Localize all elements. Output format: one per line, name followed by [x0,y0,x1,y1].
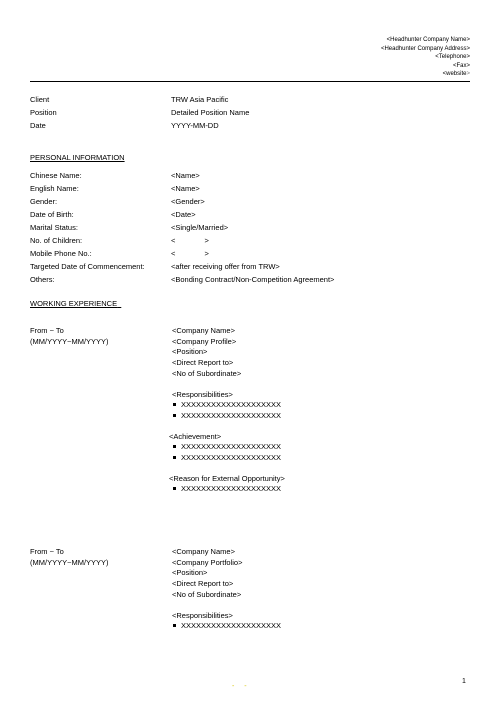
position-value: Detailed Position Name [171,108,250,117]
company-profile: <Company Profile> [172,336,237,346]
responsibility-text: XXXXXXXXXXXXXXXXXXXX [181,410,282,420]
subordinate-count: <No of Subordinate> [172,589,242,599]
reason-text: XXXXXXXXXXXXXXXXXXXX [181,484,282,494]
personal-value: <Bonding Contract/Non-Competition Agreement> [171,275,335,284]
from-to-label: From ~ To [30,547,64,556]
headhunter-company-name: <Headhunter Company Name> [386,37,470,43]
personal-value: < > [171,249,209,258]
headhunter-header [381,36,470,79]
personal-label: Date of Birth: [30,210,74,219]
job-position: <Position> [172,568,208,578]
personal-value: <Name> [171,171,200,180]
bullet-square-icon [173,624,176,627]
achievement-text: XXXXXXXXXXXXXXXXXXXX [181,453,282,463]
subordinate-count: <No of Subordinate> [172,368,242,378]
headhunter-website-bracket: > [466,71,470,77]
personal-value: <Date> [171,210,196,219]
bullet-square-icon [173,414,176,417]
responsibility-item [172,400,285,411]
achievement-item [172,453,285,464]
achievement-text: XXXXXXXXXXXXXXXXXXXX [181,442,282,452]
responsibilities-label: <Responsibilities> [172,610,233,620]
responsibility-item [172,621,281,632]
spacer [172,601,281,611]
date-label: Date [30,121,46,130]
header-divider [30,81,470,82]
experience-entry [172,547,281,632]
personal-label: Targeted Date of Commencement: [30,262,145,271]
client-label: Client [30,95,50,104]
personal-label: Others: [30,275,55,284]
working-experience-title [30,299,121,309]
spacer [172,464,285,474]
headhunter-telephone: <Telephone> [435,54,470,60]
experience-dates [30,547,109,568]
date-format: (MM/YYYY~MM/YYYY) [30,557,109,567]
working-experience-title-text: WORKING EXPERIENCE [30,299,118,308]
date-format: (MM/YYYY~MM/YYYY) [30,336,109,346]
client-value: TRW Asia Pacific [171,95,229,104]
direct-report: <Direct Report to> [172,579,234,589]
personal-label: Gender: [30,197,58,206]
page-number: 1 [462,678,466,685]
personal-info-title: PERSONAL INFORMATION [30,153,125,162]
experience-dates [30,326,109,347]
responsibility-text: XXXXXXXXXXXXXXXXXXXX [181,621,282,631]
company-profile: <Company Portfolio> [172,557,243,567]
achievement-item [172,442,285,453]
personal-label: Mobile Phone No.: [30,249,92,258]
reason-label: <Reason for External Opportunity> [169,473,285,483]
headhunter-website [381,70,470,79]
from-to-label: From ~ To [30,326,64,335]
bullet-square-icon [173,456,176,459]
company-name: <Company Name> [172,547,235,556]
personal-value: <Name> [171,184,200,193]
responsibility-text: XXXXXXXXXXXXXXXXXXXX [181,400,282,410]
bullet-square-icon [173,487,176,490]
personal-label: Marital Status: [30,223,78,232]
personal-value: <Gender> [171,197,205,206]
bullet-square-icon [173,403,176,406]
achievement-label: <Achievement> [169,431,222,441]
headhunter-company-address: <Headhunter Company Address> [380,45,470,52]
personal-value: <Single/Married> [171,223,229,232]
personal-value: < > [171,236,209,245]
headhunter-website-text: <website [442,71,467,77]
reason-item [172,484,285,495]
headhunter-fax: <Fax> [452,62,470,69]
direct-report: <Direct Report to> [172,358,234,368]
personal-label: Chinese Name: [30,171,82,180]
personal-label: No. of Children: [30,236,83,245]
personal-value: <after receiving offer from TRW> [171,262,280,271]
bullet-square-icon [173,445,176,448]
spacer [172,422,285,432]
responsibilities-label: <Responsibilities> [172,389,233,399]
company-name: <Company Name> [172,326,235,335]
date-value: YYYY-MM-DD [171,121,219,130]
personal-label: English Name: [30,184,79,193]
responsibility-item [172,411,285,422]
job-position: <Position> [172,347,208,357]
position-label: Position [30,108,57,117]
experience-entry [169,326,285,495]
spacer [172,380,285,390]
footer-dots: - - [232,683,251,690]
